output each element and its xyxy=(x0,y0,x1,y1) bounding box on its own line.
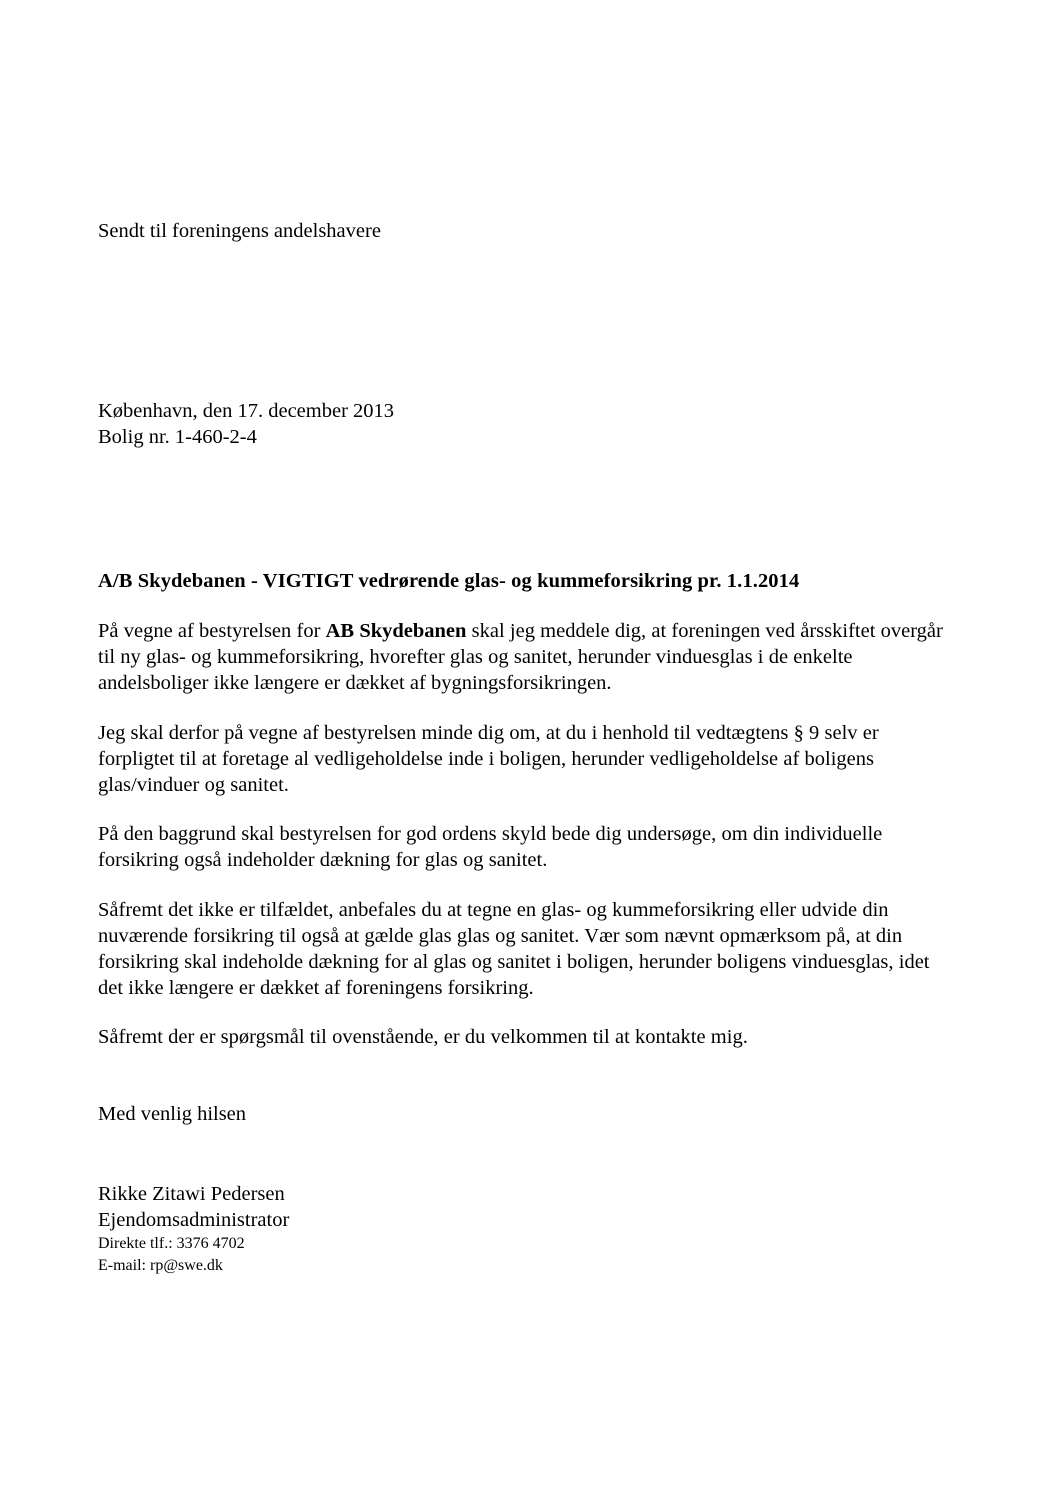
spacer-before-subject xyxy=(98,450,952,568)
paragraph-1-text-after: skal jeg meddele dig, at foreningen ved årsskiftet overgår til ny glas- og kummeforsikring, hvorefter glas og sanitet, herunder vinduesglas i de enkelte andelsboliger ikke længere er dækket af bygningsforsikringen. xyxy=(98,620,943,695)
place-and-date: København, den 17. december 2013 xyxy=(98,400,395,422)
spacer-before-signature xyxy=(98,1127,952,1181)
paragraph-1-text-before: På vegne af bestyrelsen for xyxy=(98,620,326,642)
signer-email: E-mail: rp@swe.dk xyxy=(98,1256,223,1274)
paragraph-2: Jeg skal derfor på vegne af bestyrelsen minde dig om, at du i henhold til vedtægtens § 9 selv er forpligtet til at foretage al vedligeholdelse inde i boligen, herunder vedligeholdelse af boligens glas/vinduer og sanitet. xyxy=(98,721,879,797)
signer-name: Rikke Zitawi Pedersen xyxy=(98,1182,285,1205)
paragraph-4: Såfremt det ikke er tilfældet, anbefales du at tegne en glas- og kummeforsikring eller udvide din nuværende forsikring til også at gælde glas glas og sanitet. Vær som nævnt opmærksom på, at din forsikring skal indeholde dækning for al glas og sanitet i boligen, herunder boligens vinduesglas, idet det ikke længere er dækket af foreningens forsikring. xyxy=(98,898,930,1000)
paragraph-3: På den baggrund skal bestyrelsen for god ordens skyld bede dig undersøge, om din individuelle forsikring også indeholder dækning for glas og sanitet. xyxy=(98,823,883,872)
date-and-reference-block xyxy=(98,398,952,450)
signature-block xyxy=(98,1181,952,1277)
signer-phone: Direkte tlf.: 3376 4702 xyxy=(98,1234,245,1252)
subject-heading: A/B Skydebanen - VIGTIGT vedrørende glas- og kummeforsikring pr. 1.1.2014 xyxy=(98,570,800,592)
spacer-after-subject xyxy=(98,594,952,618)
signer-title: Ejendomsadministrator xyxy=(98,1208,290,1231)
closing-salutation: Med venlig hilsen xyxy=(98,1102,247,1125)
unit-reference: Bolig nr. 1-460-2-4 xyxy=(98,426,257,448)
paragraph-1-association-name: AB Skydebanen xyxy=(325,620,467,642)
letter-body xyxy=(98,218,952,1277)
recipient-line: Sendt til foreningens andelshavere xyxy=(98,220,381,242)
spacer-before-closing xyxy=(98,1051,952,1101)
paragraph-5: Såfremt der er spørgsmål til ovenstående, er du velkommen til at kontakte mig. xyxy=(98,1026,748,1049)
spacer-after-recipient xyxy=(98,244,952,398)
paragraph-1 xyxy=(98,618,952,697)
